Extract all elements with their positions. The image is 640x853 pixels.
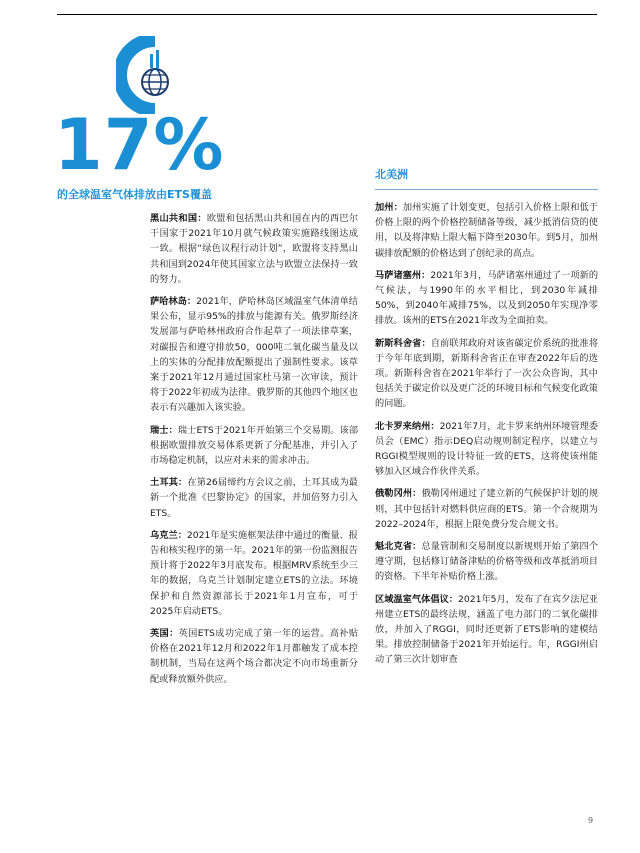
entry-text: 2021年5月，发布了在宾夕法尼亚州建立ETS的最终法规，涵盖了电力部门的二氧化碳排放，并加入了RGGI，同时还更新了ETS影响的建模结果。排放控制储备于2021年开始运行。年，RGGI州启动了第三次计划审查 — [375, 593, 598, 666]
section-rule — [375, 189, 598, 190]
entry-uk — [150, 626, 358, 687]
stat-caption: 的全球温室气体排放由ETS覆盖 — [57, 188, 212, 201]
entry-switzerland — [150, 423, 358, 469]
entry-term: 英国： — [150, 628, 179, 640]
entry-rggi — [375, 592, 598, 668]
entry-term: 俄勒冈州： — [375, 488, 422, 500]
entry-term: 北卡罗来纳州： — [375, 420, 440, 432]
entry-term: 土耳其： — [150, 477, 188, 489]
entry-text: 2021年是实施框架法律中通过的衡量、报告和核实程序的第一年。2021年的第一份监测报告预计将于2022年3月底发布。根据MRV系统至少三年的数据，乌克兰计划制定建立ETS的立法。环境保护和自然资源部长于2021年1月宣布，可于2025年启动ETS。 — [150, 529, 358, 617]
big-stat-value: 17% — [54, 104, 225, 186]
entry-text: 2021年3月，马萨诸塞州通过了一项新的气候法，与1990年的水平相比，到2030年减排50%，到2040年减排75%，以及到2050年实现净零排放。该州的ETS在2021年改为全面拍卖。 — [375, 269, 599, 327]
factory-globe-icon — [116, 36, 194, 114]
entry-term: 新斯科舍省： — [375, 337, 431, 349]
entry-term: 乌克兰： — [150, 529, 187, 541]
entry-text: 加州实施了计划变更，包括引入价格上限和低于价格上限的两个价格控制储备等级，减少抵消信贷的使用，以及将津贴上限大幅下降至2030年。到5月，加州碳排放配额的价格达到了创纪录的高点。 — [375, 202, 599, 259]
entry-term: 区域温室气体倡议： — [375, 593, 459, 605]
entry-massachusetts — [375, 268, 598, 329]
entry-quebec — [375, 539, 598, 585]
top-rule — [57, 14, 597, 15]
entry-text: 俄勒冈州通过了建立新的气候保护计划的规则，其中包括针对燃料供应商的ETS。第一个合规期为2022–2024年，根据上限免费分发合规文书。 — [375, 488, 599, 530]
entry-california — [375, 200, 598, 261]
entry-oregon — [375, 486, 598, 532]
entry-text: 2021年7月，北卡罗来纳州环境管理委员会（EMC）指示DEQ启动规则制定程序，以建立与RGGI模型规则的设计特征一致的ETS，这将使该州能够加入区域合作伙伴关系。 — [375, 420, 598, 478]
entry-term: 萨哈林岛： — [150, 296, 197, 308]
entry-text: 自前联邦政府对该省碳定价系统的批准将于今年年底到期，新斯科舍省正在审查2022年后的选项。新斯科舍省在2021年举行了一次公众咨询，其中包括关于碳定价以及更广泛的环境目标和气候变化政策的问题。 — [375, 337, 599, 410]
entry-montenegro — [150, 211, 358, 287]
page-number: 9 — [588, 816, 594, 825]
left-column — [150, 211, 358, 694]
entry-text: 2021年，萨哈林岛区域温室气体清单结果公布，显示95%的排放与能源有关。俄罗斯经济发展部与萨哈林州政府合作起草了一项法律草案，对碳报告和遵守排放50，000吨二氧化碳当量及以上的实体的分配排放配额提出了强制性要求。该草案于2021年12月通过国家杜马第一次审读，预计将于2022年初成为法律。俄罗斯的其他四个地区也表示有兴趣加入该实验。 — [150, 296, 358, 414]
entry-text: 英国ETS成功完成了第一年的运营。高补贴价格在2021年12月和2022年1月都触发了成本控制机制，当局在这两个场合都决定不向市场重新分配或释放额外供应。 — [150, 628, 359, 685]
entry-term: 魁北克省： — [375, 541, 422, 553]
right-column — [375, 167, 598, 675]
entry-sakhalin — [150, 294, 358, 416]
entry-term: 马萨诸塞州： — [375, 269, 431, 281]
entry-text: 瑞士ETS于2021年开始第三个交易期。该部根据欧盟排放交易体系更新了分配基准，并引入了市场稳定机制，以应对未来的需求冲击。 — [150, 424, 359, 467]
entry-term: 瑞士： — [150, 424, 178, 436]
entry-text: 欧盟和包括黑山共和国在内的西巴尔干国家于2021年10月就气候政策实施路线图达成一致。根据“绿色议程行动计划”，欧盟将支持黑山共和国到2024年使其国家立法与欧盟立法保持一致的努力。 — [150, 213, 359, 285]
entry-text: 总量管制和交易制度以新规则开始了第四个遵守期，包括修订储备津贴的价格等级和改革抵消项目的资格。下半年补贴价格上涨。 — [375, 541, 599, 583]
entry-nova-scotia — [375, 336, 598, 412]
entry-ukraine — [150, 528, 358, 619]
entry-north-carolina — [375, 419, 598, 480]
section-heading-north-america: 北美洲 — [375, 168, 408, 181]
entry-term: 黑山共和国： — [150, 213, 207, 224]
entry-term: 加州： — [375, 202, 403, 213]
entry-turkey — [150, 475, 358, 521]
entry-text: 在第26届缔约方会议之前，土耳其成为最新一个批准《巴黎协定》的国家，并加倍努力引入ETS。 — [150, 477, 358, 519]
